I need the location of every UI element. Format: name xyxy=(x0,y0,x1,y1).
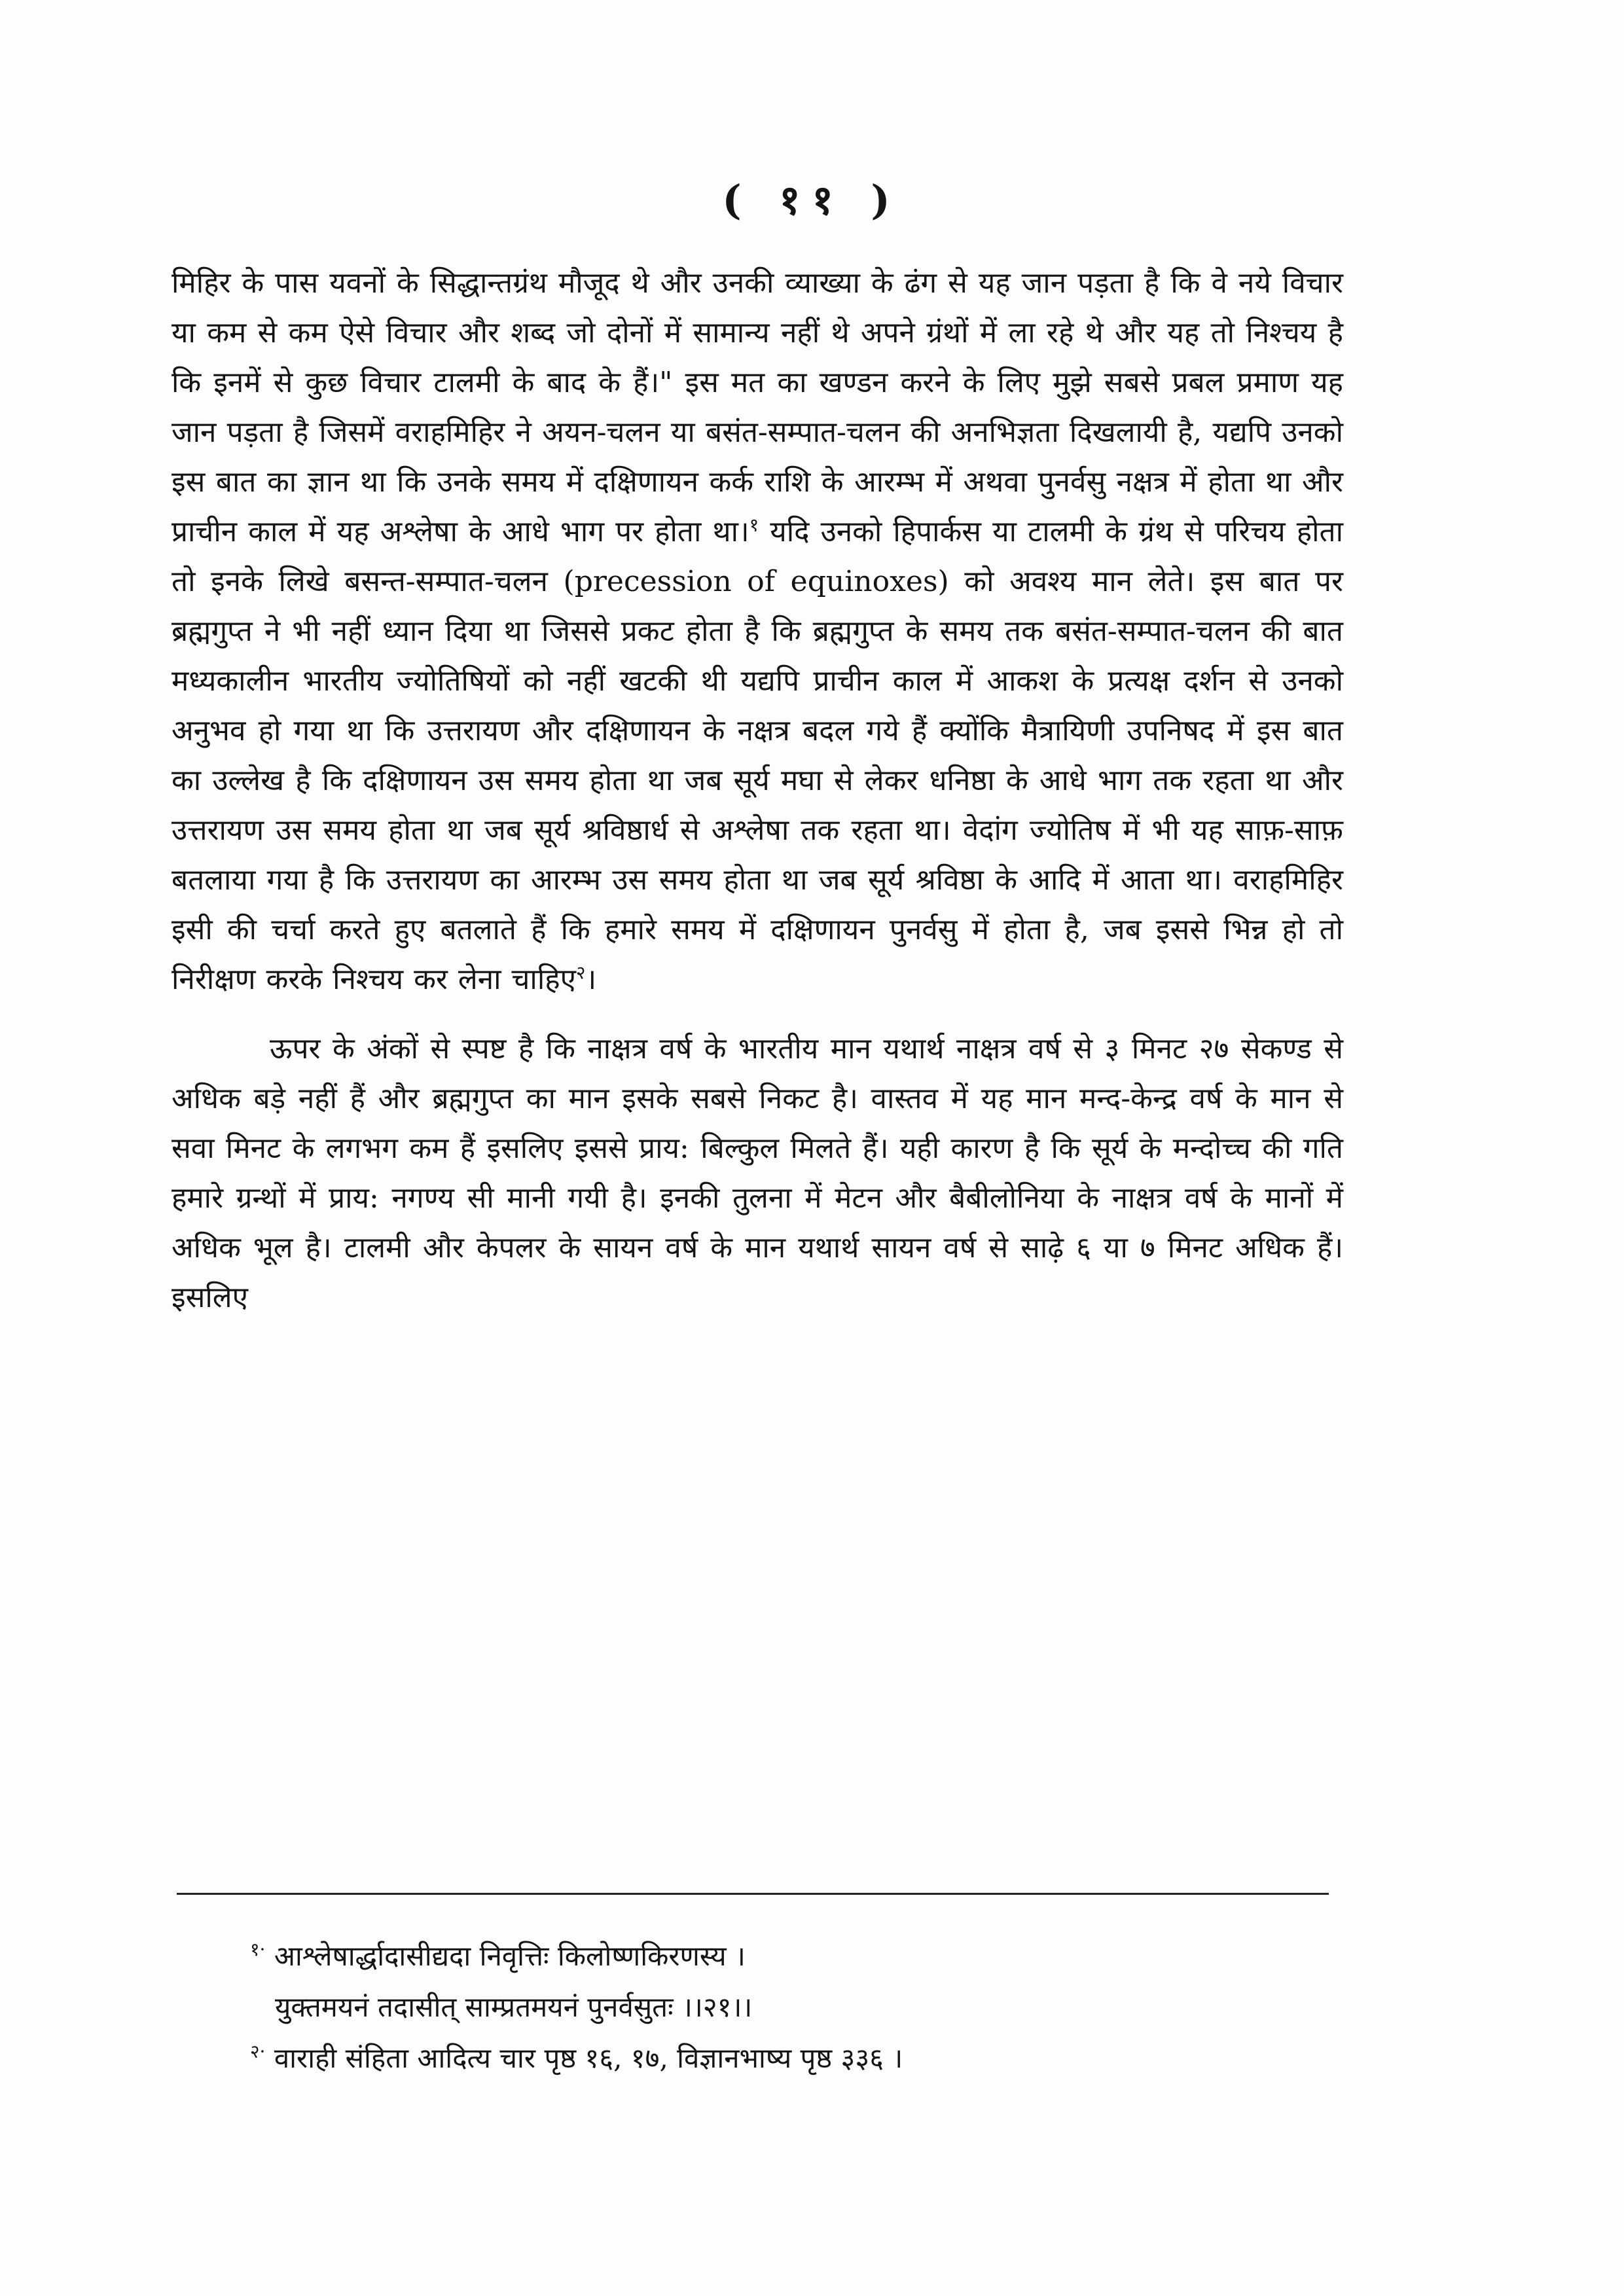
footnote-1-text-2: युक्तमयनं तदासीत् साम्प्रतमयनं पुनर्वसुतः ।।२१।। xyxy=(275,1991,753,2023)
paragraph-1-text-end: । xyxy=(585,963,597,996)
footnote-ref-1: १ xyxy=(749,514,759,536)
page-number: ( ११ ) xyxy=(722,176,902,224)
footnote-divider xyxy=(177,1893,1329,1895)
footnote-1-text-1: आश्लेषार्द्धादासीद्यदा निवृत्तिः किलोष्णकिरणस्य । xyxy=(274,1940,746,1972)
footnote-2-mark: २· xyxy=(250,2041,266,2062)
footnote-ref-2: २ xyxy=(575,961,586,984)
footnote-1-mark: १· xyxy=(250,1939,266,1960)
body-text xyxy=(171,259,1343,1323)
footnote-1-line-2 xyxy=(250,1982,1363,2033)
paragraph-1-text-continued: यदि उनको हिपार्कस या टालमी के ग्रंथ से परिचय होता तो इनके लिखे बसन्त-सम्पात-चलन (precession of equinoxes) को अवश्य मान लेते। इस बात पर ब्रह्मगुप्त ने भी नहीं ध्यान दिया था जिससे प्रकट होता है कि ब्रह्मगुप्त के समय तक बसंत-सम्पात-चलन की बात मध्यकालीन भारतीय ज्योतिषियों को नहीं खटकी थी यद्यपि प्राचीन काल में आकश के प्रत्यक्ष दर्शन से उनको अनुभव हो गया था कि उत्तरायण और दक्षिणायन के नक्षत्र बदल गये हैं क्योंकि मैत्रायिणी उपनिषद में इस बात का उल्लेख है कि दक्षिणायन उस समय होता था जब सूर्य मघा से लेकर धनिष्ठा के आधे भाग तक रहता था और उत्तरायण उस समय होता था जब सूर्य श्रविष्ठार्ध से अश्लेषा तक रहता था। वेदांग ज्योतिष में भी यह साफ़-साफ़ बतलाया गया है कि उत्तरायण का आरम्भ उस समय होता था जब सूर्य श्रविष्ठा के आदि में आता था। वराहमिहिर इसी की चर्चा करते हुए बतलाते हैं कि हमारे समय में दक्षिणायन पुनर्वसु में होता है, जब इससे भिन्न हो तो निरीक्षण करके निश्चय कर लेना चाहिए xyxy=(171,515,1343,996)
footnotes xyxy=(250,1931,1363,2084)
paragraph-1 xyxy=(171,259,1343,1005)
paragraph-2-text: ऊपर के अंकों से स्पष्ट है कि नाक्षत्र वर्ष के भारतीय मान यथार्थ नाक्षत्र वर्ष से ३ मिनट २७ सेकण्ड से अधिक बड़े नहीं हैं और ब्रह्मगुप्त का मान इसके सबसे निकट है। वास्तव में यह मान मन्द-केन्द्र वर्ष के मान से सवा मिनट के लगभग कम हैं इसलिए इससे प्राय: बिल्कुल मिलते हैं। यही कारण है कि सूर्य के मन्दोच्च की गति हमारे ग्रन्थों में प्राय: नगण्य सी मानी गयी है। इनकी तुलना में मेटन और बैबीलोनिया के नाक्षत्र वर्ष के मानों में अधिक भूल है। टालमी और केपलर के सायन वर्ष के मान यथार्थ सायन वर्ष से साढ़े ६ या ७ मिनट अधिक हैं। इसलिए xyxy=(171,1032,1343,1314)
paragraph-2 xyxy=(171,1024,1343,1323)
footnote-2-line-1 xyxy=(250,2033,1363,2084)
paragraph-1-text: मिहिर के पास यवनों के सिद्धान्तग्रंथ मौजूद थे और उनकी व्याख्या के ढंग से यह जान पड़ता है कि वे नये विचार या कम से कम ऐसे विचार और शब्द जो दोनों में सामान्य नहीं थे अपने ग्रंथों में ला रहे थे और यह तो निश्चय है कि इनमें से कुछ विचार टालमी के बाद के हैं।" इस मत का खण्डन करने के लिए मुझे सबसे प्रबल प्रमाण यह जान पड़ता है जिसमें वराहमिहिर ने अयन-चलन या बसंत-सम्पात-चलन की अनभिज्ञता दिखलायी है, यद्यपि उनको इस बात का ज्ञान था कि उनके समय में दक्षिणायन कर्क राशि के आरम्भ में अथवा पुनर्वसु नक्षत्र में होता था और प्राचीन काल में यह अश्लेषा के आधे भाग पर होता था। xyxy=(171,266,1343,548)
footnote-1-line-1 xyxy=(250,1931,1363,1982)
footnote-2-text-1: वाराही संहिता आदित्य चार पृष्ठ १६, १७, विज्ञानभाष्य पृष्ठ ३३६ । xyxy=(274,2042,903,2074)
